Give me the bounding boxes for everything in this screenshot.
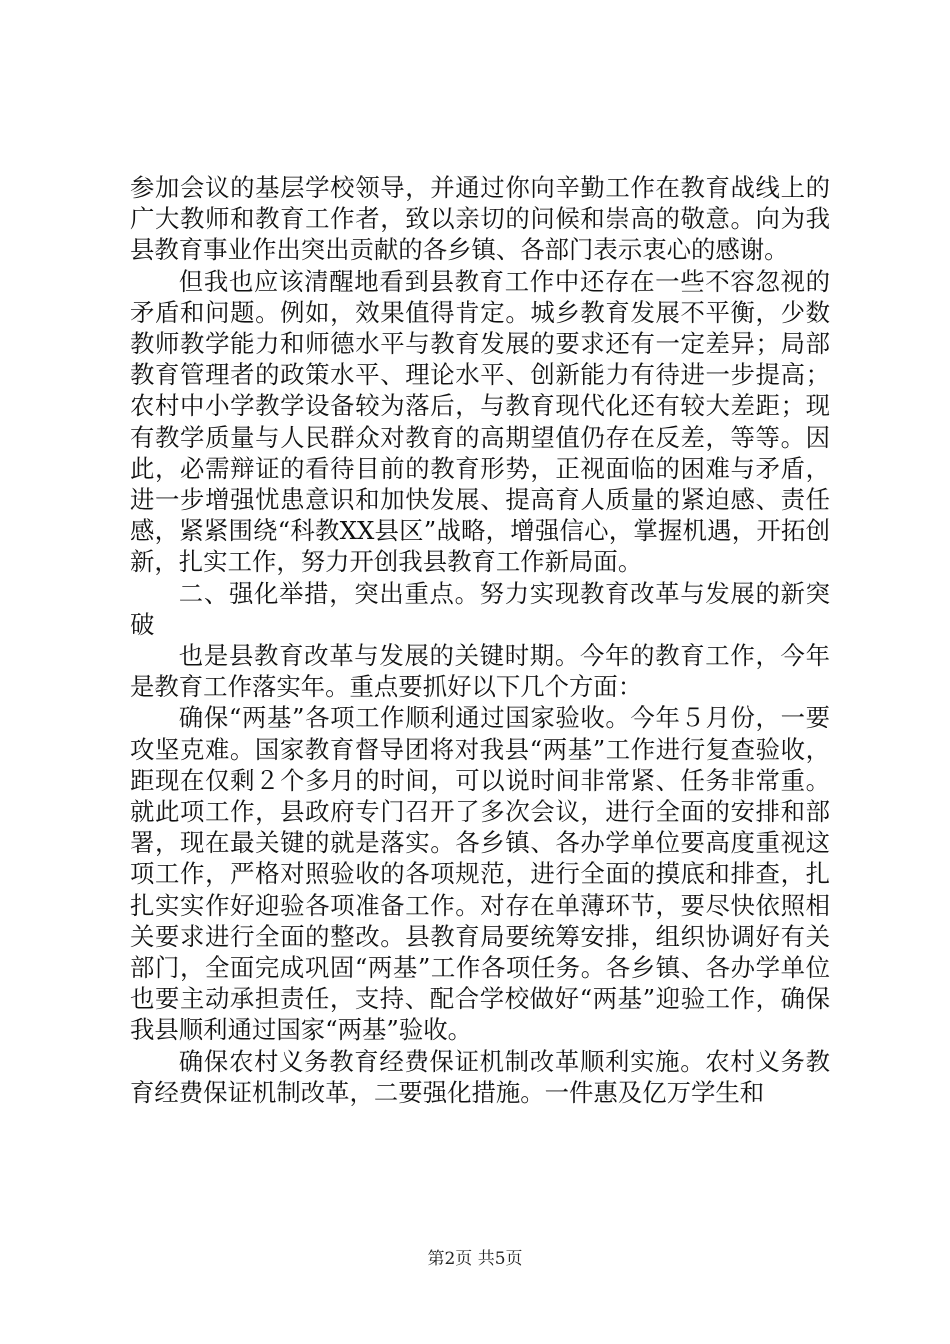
paragraph-1: 参加会议的基层学校领导，并通过你向辛勤工作在教育战线上的广大教师和教育工作者，致以亲切的问候和崇高的敬意。向为我县教育事业作出突出贡献的各乡镇、各部门表示衷心的感谢。 <box>130 173 830 265</box>
paragraph-5: 确保农村义务教育经费保证机制改革顺利实施。农村义务教育经费保证机制改革，二要强化措施。一件惠及亿万学生和 <box>130 1046 830 1107</box>
document-body <box>130 172 830 1108</box>
paragraph-3: 也是县教育改革与发展的关键时期。今年的教育工作，今年是教育工作落实年。重点要抓好以下几个方面： <box>130 641 830 702</box>
paragraph-2: 但我也应该清醒地看到县教育工作中还存在一些不容忽视的矛盾和问题。例如，效果值得肯定。城乡教育发展不平衡，少数教师教学能力和师德水平与教育发展的要求还有一定差异；局部教育管理者的政策水平、理论水平、创新能力有待进一步提高；农村中小学教学设备较为落后，与教育现代化还有较大差距；现有教学质量与人民群众对教育的高期望值仍存在反差，等等。因此，必需辩证的看待目前的教育形势，正视面临的困难与矛盾，进一步增强忧患意识和加快发展、提高育人质量的紧迫感、责任感，紧紧围绕“科教XX县区”战略，增强信心，掌握机遇，开拓创新，扎实工作，努力开创我县教育工作新局面。 <box>130 266 830 577</box>
paragraph-4: 确保“两基”各项工作顺利通过国家验收。今年５月份，一要攻坚克难。国家教育督导团将对我县“两基”工作进行复查验收，距现在仅剩２个多月的时间，可以说时间非常紧、任务非常重。就此项工作，县政府专门召开了多次会议，进行全面的安排和部署，现在最关键的就是落实。各乡镇、各办学单位要高度重视这项工作，严格对照验收的各项规范，进行全面的摸底和排查，扎扎实实作好迎验各项准备工作。对存在单薄环节，要尽快依照相关要求进行全面的整改。县教育局要统筹安排，组织协调好有关部门，全面完成巩固“两基”工作各项任务。各乡镇、各办学单位也要主动承担责任，支持、配合学校做好“两基”迎验工作，确保我县顺利通过国家“两基”验收。 <box>130 703 830 1045</box>
section-heading-2: 二、强化举措，突出重点。努力实现教育改革与发展的新突破 <box>130 578 830 639</box>
page-number-footer: 第2页 共5页 <box>427 1249 523 1269</box>
